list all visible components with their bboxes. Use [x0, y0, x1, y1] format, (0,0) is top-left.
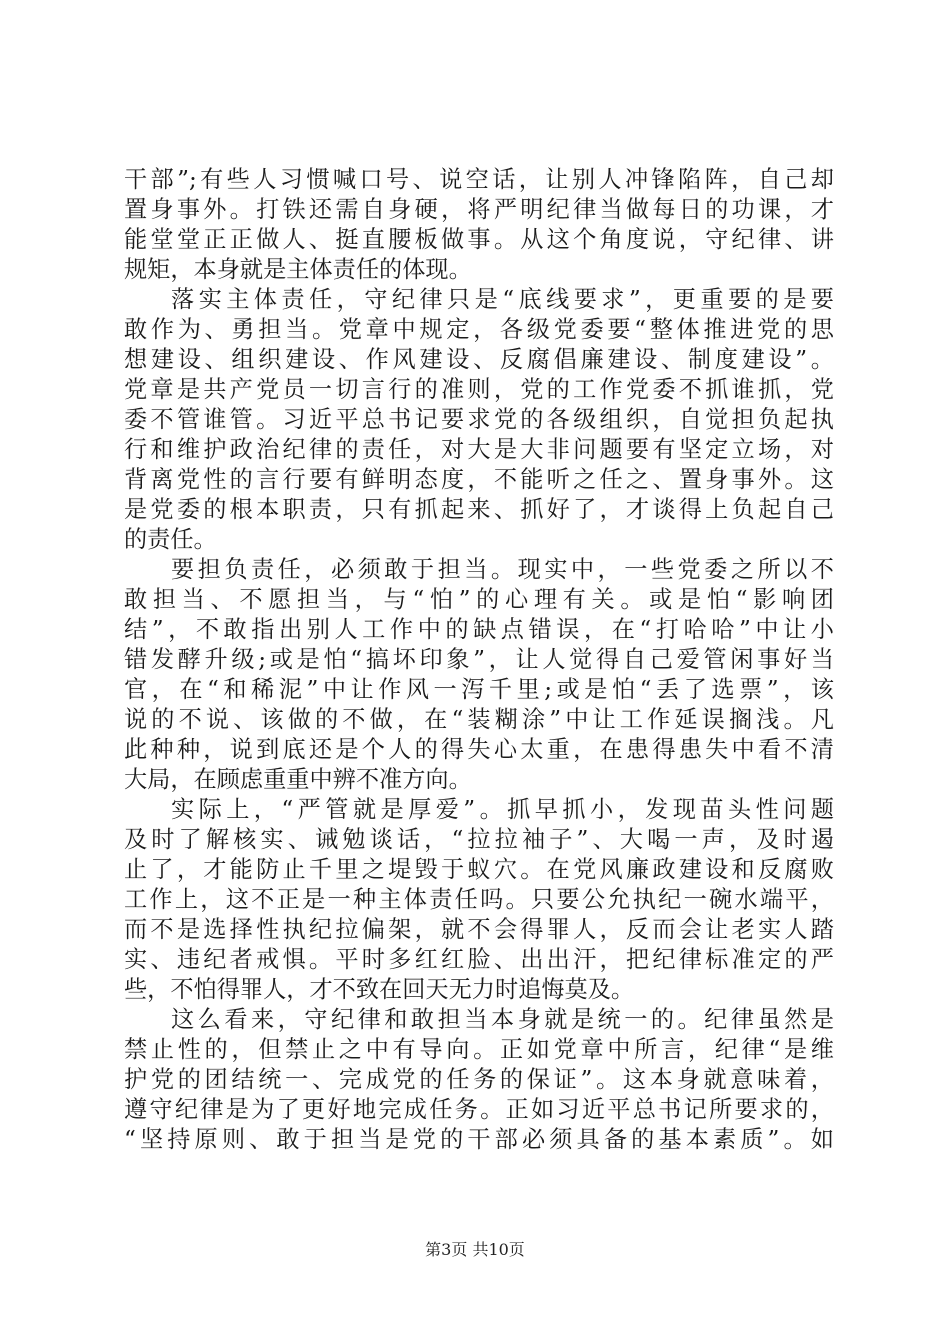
text-line: 想建设、组织建设、作风建设、反腐倡廉建设、制度建设”。 [124, 346, 834, 373]
text-line: 委不管谁管。习近平总书记要求党的各级组织，自觉担负起执 [124, 406, 834, 433]
text-line: 结”，不敢指出别人工作中的缺点错误，在“打哈哈”中让小 [124, 616, 834, 643]
page-footer: 第3页 共10页 [425, 1240, 525, 1259]
text-line: 背离党性的言行要有鲜明态度，不能听之任之、置身事外。这 [124, 466, 834, 493]
text-line: 些，不怕得罪人，才不致在回天无力时追悔莫及。 [124, 976, 635, 1003]
text-line: 实、违纪者戒惧。平时多红红脸、出出汗，把纪律标准定的严 [124, 946, 834, 973]
text-line: 官，在“和稀泥”中让作风一泻千里;或是怕“丢了选票”，该 [124, 676, 834, 703]
text-line: 禁止性的，但禁止之中有导向。正如党章中所言，纪律“是维 [124, 1036, 834, 1063]
text-line: 此种种，说到底还是个人的得失心太重，在患得患失中看不清 [124, 736, 834, 763]
text-line: “坚持原则、敢于担当是党的干部必须具备的基本素质”。如 [124, 1126, 834, 1153]
text-line: 遵守纪律是为了更好地完成任务。正如习近平总书记所要求的， [124, 1096, 834, 1123]
text-line: 敢担当、不愿担当，与“怕”的心理有关。或是怕“影响团 [124, 586, 834, 613]
text-line: 止了，才能防止千里之堤毁于蚁穴。在党风廉政建设和反腐败 [124, 856, 834, 883]
body-text [124, 165, 834, 1155]
text-line: 工作上，这不正是一种主体责任吗。只要公允执纪一碗水端平， [124, 886, 834, 913]
text-line: 置身事外。打铁还需自身硬，将严明纪律当做每日的功课，才 [124, 196, 834, 223]
text-line: 而不是选择性执纪拉偏架，就不会得罪人，反而会让老实人踏 [124, 916, 834, 943]
text-line: 护党的团结统一、完成党的任务的保证”。这本身就意味着， [124, 1066, 834, 1093]
text-line: 干部”;有些人习惯喊口号、说空话，让别人冲锋陷阵，自己却 [124, 166, 834, 193]
text-line: 党章是共产党员一切言行的准则，党的工作党委不抓谁抓，党 [124, 376, 834, 403]
text-line: 行和维护政治纪律的责任，对大是大非问题要有坚定立场，对 [124, 436, 834, 463]
text-line: 落实主体责任，守纪律只是“底线要求”，更重要的是要 [171, 286, 834, 313]
text-line: 大局，在顾虑重重中辨不准方向。 [124, 766, 472, 793]
text-line: 能堂堂正正做人、挺直腰板做事。从这个角度说，守纪律、讲 [124, 226, 834, 253]
text-line: 及时了解核实、诫勉谈话，“拉拉袖子”、大喝一声，及时遏 [124, 826, 834, 853]
text-line: 的责任。 [124, 526, 217, 553]
text-line: 要担负责任，必须敢于担当。现实中，一些党委之所以不 [171, 556, 834, 583]
text-line: 敢作为、勇担当。党章中规定，各级党委要“整体推进党的思 [124, 316, 834, 343]
text-line: 错发酵升级;或是怕“搞坏印象”，让人觉得自己爱管闲事好当 [124, 646, 834, 673]
text-line: 是党委的根本职责，只有抓起来、抓好了，才谈得上负起自己 [124, 496, 834, 523]
text-line: 这么看来，守纪律和敢担当本身就是统一的。纪律虽然是 [171, 1006, 834, 1033]
text-line: 说的不说、该做的不做，在“装糊涂”中让工作延误搁浅。凡 [124, 706, 834, 733]
text-line: 实际上，“严管就是厚爱”。抓早抓小，发现苗头性问题 [171, 796, 834, 823]
text-line: 规矩，本身就是主体责任的体现。 [124, 256, 472, 283]
